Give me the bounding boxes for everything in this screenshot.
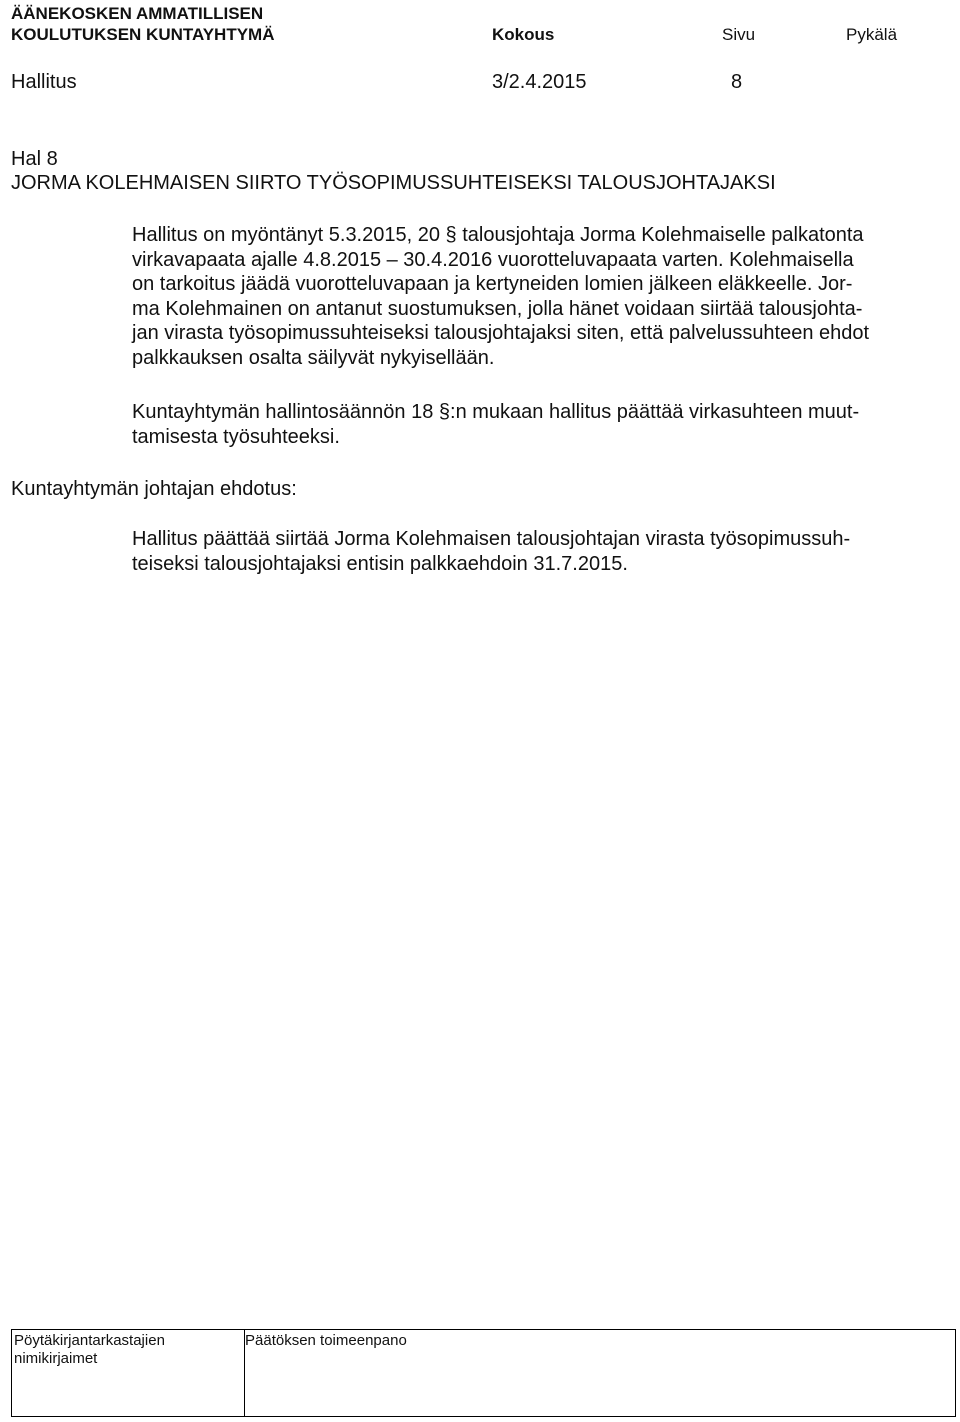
footer-signature-box xyxy=(11,1329,956,1417)
decision-execution-label: Päätöksen toimeenpano xyxy=(245,1332,407,1349)
paragraph-line: ma Kolehmainen on antanut suostumuksen, jolla hänet voidaan siirtää talousjohta- xyxy=(132,297,863,320)
paragraph-line: Hallitus on myöntänyt 5.3.2015, 20 § talousjohtaja Jorma Kolehmaiselle palkatonta xyxy=(132,224,864,246)
paragraph-background xyxy=(132,223,948,370)
paragraph-line: tamisesta työsuhteeksi. xyxy=(132,425,340,448)
proposal-text xyxy=(132,527,948,576)
paragraph-line: on tarkoitus jäädä vuorotteluvapaan ja kertyneiden lomien jälkeen eläkkeelle. Jor- xyxy=(132,273,853,295)
meeting-label: Kokous xyxy=(492,25,555,44)
page-number: 8 xyxy=(731,71,743,93)
paragraph-line: Kuntayhtymän hallintosäännön 18 §:n mukaan hallitus päättää virkasuhteen muut- xyxy=(132,401,860,423)
proposal-heading: Kuntayhtymän johtajan ehdotus: xyxy=(11,478,297,500)
paragraph-line: jan virasta työsopimussuhteiseksi talousjohtajaksi siten, että palvelussuhteen ehdot xyxy=(132,322,870,344)
page-label: Sivu xyxy=(722,25,756,44)
paragraph-regulation xyxy=(132,400,948,449)
paragraph-line: Hallitus päättää siirtää Jorma Kolehmaisen talousjohtajan virasta työsopimussuh- xyxy=(132,528,851,550)
reviewers-initials-label-line2: nimikirjaimet xyxy=(14,1350,98,1367)
paragraph-line: palkkauksen osalta säilyvät nykyisellään. xyxy=(132,346,495,369)
section-label: Pykälä xyxy=(846,25,898,44)
organization-name-line1: ÄÄNEKOSKEN AMMATILLISEN xyxy=(11,4,264,23)
section-number: Hal 8 xyxy=(11,148,58,170)
section-title: JORMA KOLEHMAISEN SIIRTO TYÖSOPIMUSSUHTEISEKSI TALOUSJOHTAJAKSI xyxy=(11,172,776,194)
paragraph-line: virkavapaata ajalle 4.8.2015 – 30.4.2016 vuorotteluvapaata varten. Kolehmaisella xyxy=(132,248,854,271)
meeting-date: 3/2.4.2015 xyxy=(492,71,587,93)
reviewers-initials-label-line1: Pöytäkirjantarkastajien xyxy=(14,1332,165,1349)
paragraph-line: teiseksi talousjohtajaksi entisin palkkaehdoin 31.7.2015. xyxy=(132,552,628,575)
organization-name-line2: KOULUTUKSEN KUNTAYHTYMÄ xyxy=(11,25,275,44)
governing-body: Hallitus xyxy=(11,71,77,93)
